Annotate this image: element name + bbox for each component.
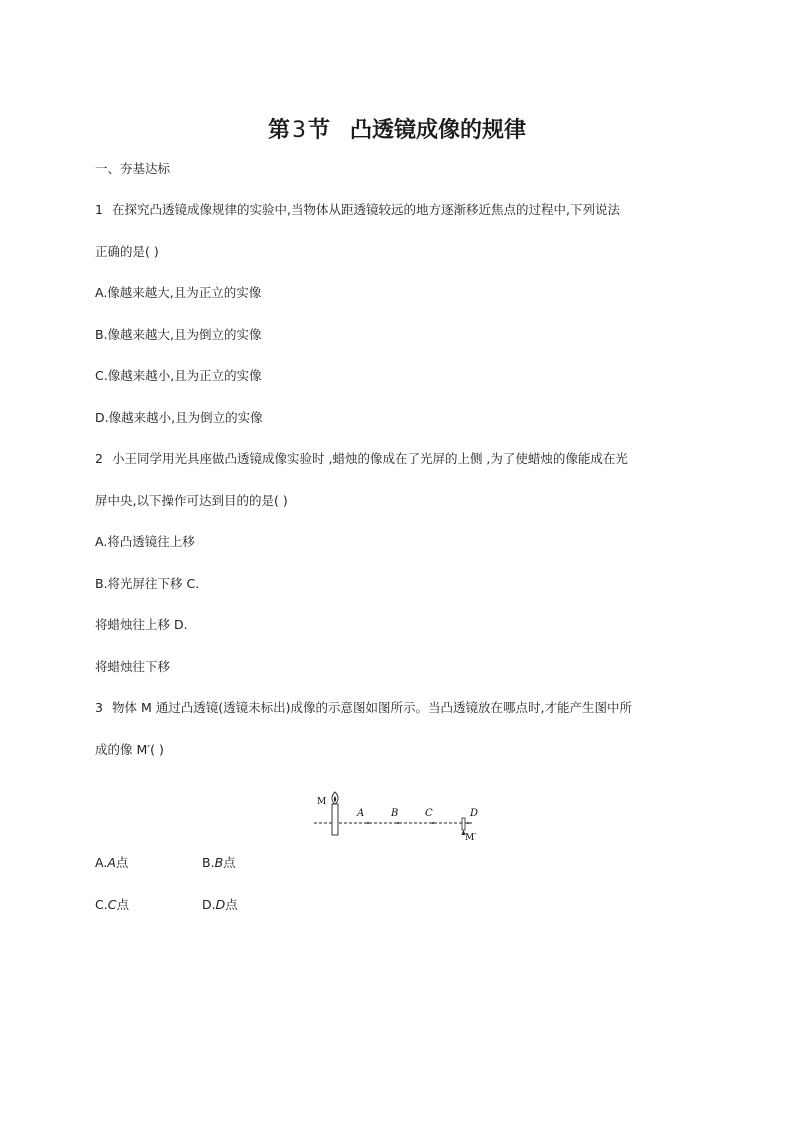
q3-option-b-suffix: 点 (223, 855, 236, 870)
q3-option-d-letter: D (215, 897, 226, 912)
point-d-dot (467, 822, 469, 824)
q3-text-1: 物体 M 通过凸透镜(透镜未标出)成像的示意图如图所示。当凸透镜放在哪点时,才能产生图中所 (112, 700, 632, 715)
q2-text-1: 小王同学用光具座做凸透镜成像实验时 ,蜡烛的像成在了光屏的上侧 ,为了使蜡烛的像能成在光 (112, 451, 628, 466)
title-name: 凸透镜成像的规律 (350, 118, 527, 143)
q3-option-a-suffix: 点 (115, 855, 129, 870)
q3-option-a-letter: A (107, 855, 116, 870)
q3-option-b (202, 853, 236, 871)
q1-option-b: B.像越来越大,且为倒立的实像 (95, 327, 262, 342)
q3-line2: 成的像 M′( ) (95, 742, 164, 757)
object-label: M (317, 797, 327, 807)
q3-option-a-prefix: A. (95, 855, 108, 870)
q2-option-a: A.将凸透镜往上移 (95, 534, 195, 549)
point-b-dot (397, 822, 399, 824)
q3-option-b-letter: B (214, 855, 224, 870)
q1-option-a: A.像越来越大,且为正立的实像 (95, 285, 262, 300)
point-c-label: C (425, 808, 433, 819)
q3-option-c-suffix: 点 (116, 897, 129, 912)
section-heading: 一、夯基达标 (95, 161, 171, 176)
q1-option-c: C.像越来越小,且为正立的实像 (95, 368, 262, 383)
q2-option-c: 将蜡烛往上移 D. (95, 617, 188, 632)
image-label: M′ (465, 833, 477, 843)
lens-diagram (312, 784, 492, 846)
q2-line2: 屏中央,以下操作可达到目的的是( ) (95, 493, 288, 508)
point-b-label: B (391, 808, 399, 819)
q3-option-b-prefix: B. (202, 855, 215, 870)
q1-text-1: 在探究凸透镜成像规律的实验中,当物体从距透镜较远的地方逐渐移近焦点的过程中,下列说法 (112, 202, 620, 217)
point-a-dot (367, 822, 369, 824)
q3-option-a (95, 853, 128, 871)
q1-number: 1 (95, 202, 103, 217)
q3-option-d-suffix: 点 (225, 897, 238, 912)
q3-option-d (202, 895, 238, 913)
title-prefix: 第 (267, 118, 290, 143)
point-a-label: A (357, 808, 365, 819)
title-suffix: 节 (307, 118, 330, 143)
page-title (0, 113, 794, 144)
q3-option-c (95, 895, 129, 913)
candle-object-icon (332, 804, 338, 835)
q1-line2: 正确的是( ) (95, 244, 159, 259)
point-c-dot (432, 822, 434, 824)
q2-option-b: B.将光屏往下移 C. (95, 576, 200, 591)
q2-line1 (95, 449, 628, 467)
q3-number: 3 (95, 700, 103, 715)
q3-option-c-letter: C (107, 897, 117, 912)
q2-number: 2 (95, 451, 103, 466)
point-d-label: D (470, 808, 479, 819)
title-number: 3 (291, 118, 306, 143)
q2-option-d: 将蜡烛往下移 (95, 659, 171, 674)
inverted-image-icon (462, 818, 465, 830)
q3-line1 (95, 698, 632, 716)
q3-option-d-prefix: D. (202, 897, 216, 912)
q1-line1 (95, 200, 620, 218)
q1-option-d: D.像越来越小,且为倒立的实像 (95, 410, 263, 425)
q3-option-c-prefix: C. (95, 897, 108, 912)
